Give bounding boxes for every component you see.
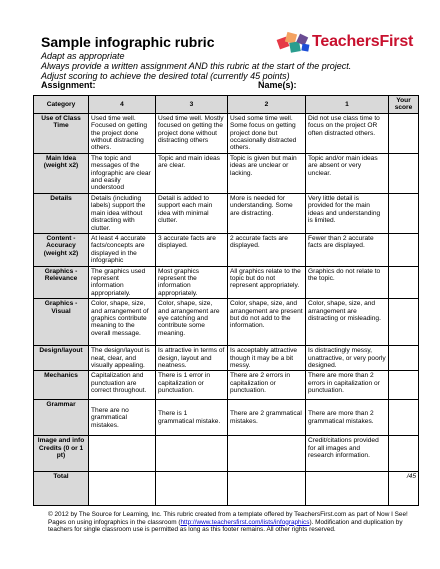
total-empty-1 bbox=[306, 472, 389, 506]
score-cell[interactable] bbox=[389, 233, 419, 266]
table-row bbox=[34, 436, 419, 472]
page-title: Sample infographic rubric bbox=[41, 34, 215, 50]
cell-1: Topic and/or main ideas are absent or very unclear. bbox=[306, 153, 389, 193]
table-row bbox=[34, 153, 419, 193]
cell-2: 2 accurate facts are displayed. bbox=[228, 233, 306, 266]
cell-2: Color, shape, size, and arrangement are present but do not add to the information. bbox=[228, 299, 306, 346]
subtitle-provide: Always provide a written assignment AND this rubric at the start of the project. bbox=[41, 61, 352, 71]
cell-4: Used time well. Focused on getting the project done without distracting others. bbox=[89, 113, 156, 153]
footer-text-1: © 2012 by The Source for Learning, Inc. This rubric created from a template offered by TeachersFirst.com as part of Now I See! Pages on using infographics in the classroom ( bbox=[48, 511, 408, 526]
total-row bbox=[34, 472, 419, 506]
subtitle-adapt: Adapt as appropriate bbox=[41, 51, 125, 61]
cell-4: There are no grammatical mistakes. bbox=[89, 400, 156, 436]
cell-4: Details (including labels) support the main idea without distracting with clutter. bbox=[89, 193, 156, 233]
cell-3: Used time well. Mostly focused on getting the project done without distracting others bbox=[156, 113, 228, 153]
row-category: Graphics - Relevance bbox=[34, 266, 89, 299]
cell-4: The topic and messages of the infographic are clear and easily understood bbox=[89, 153, 156, 193]
cell-3: Detail is added to support each main idea with minimal clutter. bbox=[156, 193, 228, 233]
cell-3 bbox=[156, 436, 228, 472]
total-empty-3 bbox=[156, 472, 228, 506]
score-cell[interactable] bbox=[389, 153, 419, 193]
footer-copyright bbox=[48, 511, 418, 534]
table-row bbox=[34, 400, 419, 436]
cell-1: Is distractingly messy, unattractive, or very poorly designed. bbox=[306, 346, 389, 371]
cell-1: Graphics do not relate to the topic. bbox=[306, 266, 389, 299]
score-cell[interactable] bbox=[389, 371, 419, 400]
cell-2: There are 2 grammatical mistakes. bbox=[228, 400, 306, 436]
row-category: Main Idea (weight x2) bbox=[34, 153, 89, 193]
row-category: Details bbox=[34, 193, 89, 233]
assignment-label: Assignment: bbox=[41, 80, 96, 90]
score-cell[interactable] bbox=[389, 346, 419, 371]
total-label: Total bbox=[34, 472, 89, 506]
header-score-3: 3 bbox=[156, 96, 228, 114]
score-cell[interactable] bbox=[389, 436, 419, 472]
cell-4: Color, shape, size, and arrangement of graphics contribute meaning to the overall message. bbox=[89, 299, 156, 346]
score-cell[interactable] bbox=[389, 400, 419, 436]
row-category: Design/layout bbox=[34, 346, 89, 371]
cell-2: More is needed for understanding. Some are distracting. bbox=[228, 193, 306, 233]
header-category: Category bbox=[34, 96, 89, 114]
cell-4: Capitalization and punctuation are correct throughout. bbox=[89, 371, 156, 400]
row-category: Use of Class Time bbox=[34, 113, 89, 153]
cell-3: Most graphics represent the information appropriately. bbox=[156, 266, 228, 299]
row-category: Grammar bbox=[34, 400, 89, 436]
table-row bbox=[34, 193, 419, 233]
header-score-4: 4 bbox=[89, 96, 156, 114]
table-row bbox=[34, 113, 419, 153]
table-row bbox=[34, 346, 419, 371]
header-your-score: Your score bbox=[389, 96, 419, 114]
cell-1: Fewer than 2 accurate facts are displayed. bbox=[306, 233, 389, 266]
cell-4: The design/layout is neat, clear, and visually appealing. bbox=[89, 346, 156, 371]
cell-4 bbox=[89, 436, 156, 472]
header-score-2: 2 bbox=[228, 96, 306, 114]
cell-1: Very little detail is provided for the main ideas and understanding is limited. bbox=[306, 193, 389, 233]
score-cell[interactable] bbox=[389, 299, 419, 346]
subtitle-adjust: Adjust scoring to achieve the desired total (currently 45 points) bbox=[41, 71, 290, 81]
cell-2: There are 2 errors in capitalization or punctuation. bbox=[228, 371, 306, 400]
row-category: Graphics - Visual bbox=[34, 299, 89, 346]
cell-3: There is 1 grammatical mistake. bbox=[156, 400, 228, 436]
cell-3: Topic and main ideas are clear. bbox=[156, 153, 228, 193]
row-category: Image and info Credits (0 or 1 pt) bbox=[34, 436, 89, 472]
header-score-1: 1 bbox=[306, 96, 389, 114]
cell-3: Is attractive in terms of design, layout and neatness. bbox=[156, 346, 228, 371]
cell-1: Did not use class time to focus on the project OR often distracted others. bbox=[306, 113, 389, 153]
cell-1: Color, shape, size, and arrangement are distracting or misleading. bbox=[306, 299, 389, 346]
score-cell[interactable] bbox=[389, 113, 419, 153]
total-score-cell[interactable]: /45 bbox=[389, 472, 419, 506]
score-cell[interactable] bbox=[389, 193, 419, 233]
table-row bbox=[34, 266, 419, 299]
cell-1: There are more than 2 grammatical mistakes. bbox=[306, 400, 389, 436]
puzzle-pieces-icon bbox=[277, 32, 310, 53]
cell-1: There are more than 2 errors in capitalization or punctuation. bbox=[306, 371, 389, 400]
row-category: Mechanics bbox=[34, 371, 89, 400]
total-empty-2 bbox=[228, 472, 306, 506]
names-label: Name(s): bbox=[258, 80, 297, 90]
row-category: Content - Accuracy (weight x2) bbox=[34, 233, 89, 266]
table-header-row bbox=[34, 96, 419, 114]
table-row bbox=[34, 371, 419, 400]
cell-2: Is acceptably attractive though it may be a bit messy. bbox=[228, 346, 306, 371]
cell-3: There is 1 error in capitalization or punctuation. bbox=[156, 371, 228, 400]
cell-2: All graphics relate to the topic but do not represent appropriately. bbox=[228, 266, 306, 299]
rubric-table bbox=[33, 95, 419, 506]
cell-2: Topic is given but main ideas are unclear or lacking. bbox=[228, 153, 306, 193]
cell-4: At least 4 accurate facts/concepts are displayed in the infographic bbox=[89, 233, 156, 266]
score-cell[interactable] bbox=[389, 266, 419, 299]
cell-3: 3 accurate facts are displayed. bbox=[156, 233, 228, 266]
total-empty-4 bbox=[89, 472, 156, 506]
cell-3: Color, shape, size, and arrangement are eye catching and contribute some meaning. bbox=[156, 299, 228, 346]
footer-text-2: ). Modification and duplication by teachers for single classroom use is permitted as long as this footer remains. All other rights reserved. bbox=[48, 518, 403, 534]
logo-text: TeachersFirst bbox=[312, 33, 414, 50]
cell-1: Credit/citations provided for all images and research information. bbox=[306, 436, 389, 472]
cell-2: Used some time well. Some focus on getting project done but occasionally distracted others. bbox=[228, 113, 306, 153]
table-row bbox=[34, 299, 419, 346]
table-row bbox=[34, 233, 419, 266]
cell-2 bbox=[228, 436, 306, 472]
footer-link[interactable]: http://www.teachersfirst.com/lists/infographics bbox=[180, 518, 310, 526]
cell-4: The graphics used represent information appropriately. bbox=[89, 266, 156, 299]
